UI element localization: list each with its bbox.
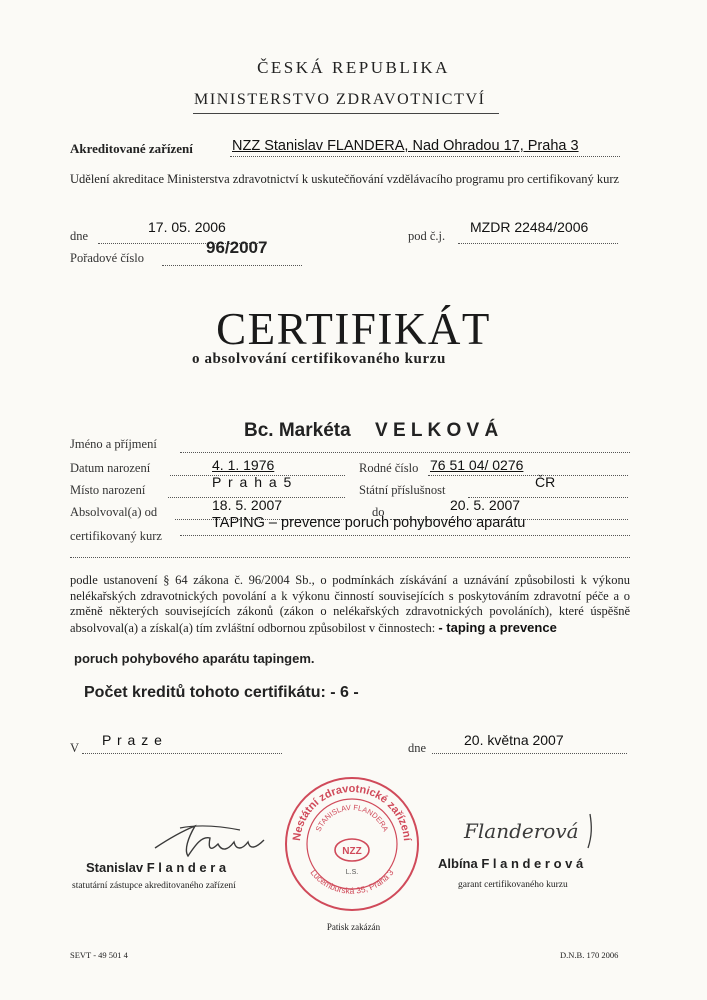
footer-right: D.N.B. 170 2006 [560,950,619,960]
name-last: V E L K O V Á [375,420,499,441]
accreditation-dotline [230,156,620,157]
citizenship-label: Státní příslušnost [359,483,446,497]
activity-line1: - taping a prevence [438,619,557,635]
svg-text:Nestátní zdravotnické zařízení: Nestátní zdravotnické zařízení [291,783,413,842]
accreditation-label: Akreditované zařízení [70,141,193,156]
accreditation-date-label: dne [70,229,89,243]
credits-text: Počet kreditů tohoto certifikátu: - 6 - [84,684,359,701]
issue-date-dotline [432,753,627,754]
birthplace-label: Místo narození [70,483,146,497]
accreditation-ref-label: pod č.j. [408,229,446,243]
legal-paragraph [70,573,630,636]
official-stamp [282,774,422,914]
right-signer-role: garant certifikovaného kurzu [458,880,568,890]
birthnum-label: Rodné číslo [359,461,419,475]
left-signer-name: Stanislav F l a n d e r a [86,860,227,875]
activity-line2: poruch pohybového aparátu tapingem. [74,651,315,666]
svg-text:Flanderová: Flanderová [464,819,579,843]
left-signature [150,808,290,868]
issue-date-label: dne [408,741,427,755]
right-signature [458,808,608,856]
course-dotline-2 [70,557,630,558]
name-label: Jméno a příjmení [70,437,157,451]
footer-center: Patisk zakázán [326,922,381,932]
order-number-dotline [162,265,302,266]
accreditation-ref-value: MZDR 22484/2006 [470,219,589,235]
legal-text: podle ustanovení § 64 zákona č. 96/2004 Sb., o podmínkách získávání a uznávání způsobilosti k výkonu nelékařských zdravotnických povolání a k výkonu činností souvisejících s poskytováním zdravotní péče a o změně některých souvisejících zákonů (zákon o nelékařských zdravotnických povoláních), které úspěšně absolvoval(a) a získal(a) tím zvláštní odbornou způsobilost v činnostech: [70,573,630,635]
birthplace-value: P r a h a 5 [212,474,293,490]
dob-label: Datum narození [70,461,151,475]
svg-text:NZZ: NZZ [342,846,362,857]
accreditation-date-value: 17. 05. 2006 [148,219,226,235]
certificate-title: CERTIFIKÁT [216,304,491,354]
course-value: TAPING – prevence poruch pohybového aparátu [212,515,526,531]
order-number-label: Pořadové číslo [70,251,144,265]
left-signer-role: statutární zástupce akreditovaného zařízení [72,881,236,891]
name-first: Bc. Markéta [244,420,351,441]
issue-date-value: 20. května 2007 [464,732,564,748]
citizenship-value: ČR [535,474,556,490]
place-label: V [70,741,80,755]
accreditation-ref-dotline [458,243,618,244]
place-dotline [82,753,282,754]
country-heading: ČESKÁ REPUBLIKA [257,58,450,77]
course-from-value: 18. 5. 2007 [212,497,283,513]
footer-left: SEVT - 49 501 4 [70,950,128,960]
ministry-heading: MINISTERSTVO ZDRAVOTNICTVÍ [194,91,486,108]
grant-text: Udělení akreditace Ministerstva zdravotnictví k uskutečňování vzdělávacího programu pro certifikovaný kurz [70,172,620,186]
ministry-underline [193,113,499,114]
course-from-label: Absolvoval(a) od [70,505,158,519]
dob-value: 4. 1. 1976 [212,457,275,473]
right-signer-name: Albína F l a n d e r o v á [438,856,584,871]
order-number-value: 96/2007 [206,238,268,257]
course-dotline-1 [180,535,630,536]
name-dotline [180,452,630,453]
course-to-label: do [372,505,385,519]
course-to-value: 20. 5. 2007 [450,497,521,513]
course-label: certifikovaný kurz [70,529,162,543]
svg-text:L.S.: L.S. [345,869,359,876]
accreditation-value: NZZ Stanislav FLANDERA, Nad Ohradou 17, Praha 3 [232,138,579,154]
place-value: P r a z e [102,732,163,748]
birthnum-dotline [428,475,628,476]
certificate-subtitle: o absolvování certifikovaného kurzu [192,351,446,367]
birthnum-value: 76 51 04/ 0276 [430,457,524,473]
svg-text:STANISLAV FLANDERA: STANISLAV FLANDERA [313,802,391,833]
svg-text:Lucemburská 35, Praha 3: Lucemburská 35, Praha 3 [308,867,396,896]
